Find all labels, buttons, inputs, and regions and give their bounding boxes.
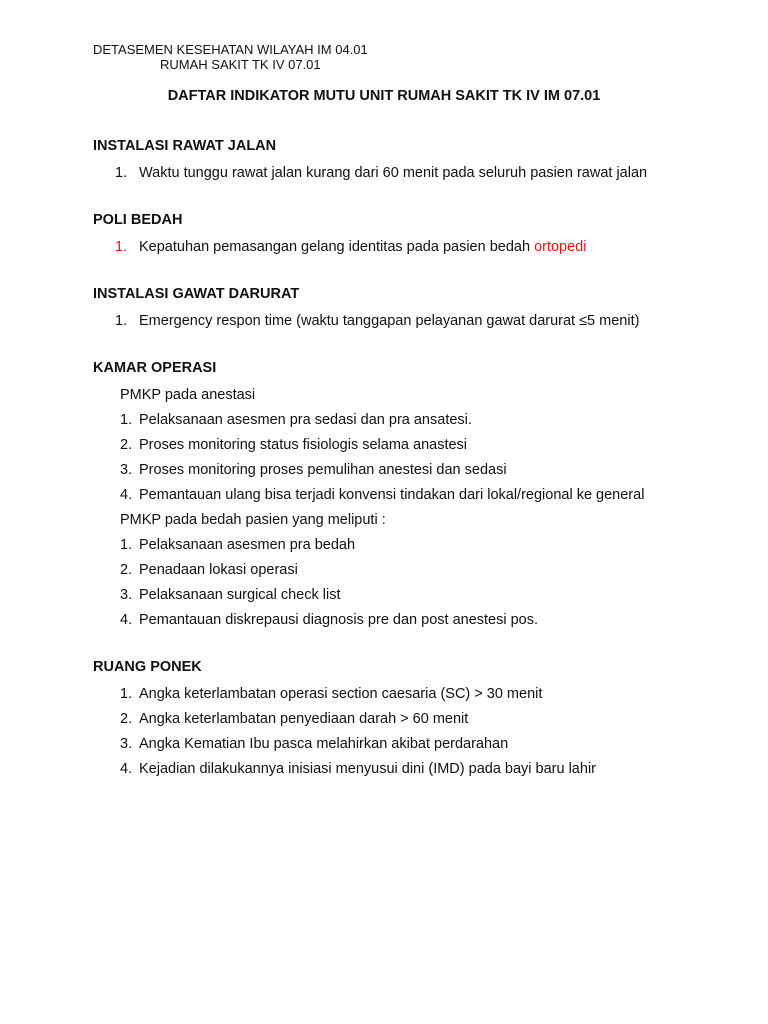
item-number: 1. (120, 412, 133, 428)
letterhead-line-2: RUMAH SAKIT TK IV 07.01 (160, 57, 321, 72)
item-text: Angka Kematian Ibu pasca melahirkan akibat perdarahan (139, 736, 509, 752)
item-number: 1. (120, 686, 133, 702)
list-item (93, 408, 675, 433)
section-heading: POLI BEDAH (93, 212, 183, 228)
list-item (93, 433, 675, 458)
section-poli-bedah (93, 210, 675, 260)
item-number: 1. (120, 537, 133, 553)
item-text: Proses monitoring status fisiologis selama anastesi (139, 437, 468, 453)
item-text: Angka keterlambatan operasi section caesaria (SC) > 30 menit (139, 686, 543, 702)
section-heading: INSTALASI GAWAT DARURAT (93, 286, 300, 302)
item-number: 4. (120, 487, 133, 503)
item-number: 1. (115, 239, 128, 255)
list-item (93, 458, 675, 483)
document-body (93, 136, 675, 806)
list-item (93, 558, 675, 583)
item-text: Pelaksanaan surgical check list (139, 587, 341, 603)
item-number: 1. (115, 165, 128, 181)
item-number: 1. (115, 313, 128, 329)
group-label: PMKP pada anestasi (120, 387, 256, 403)
list-item (93, 161, 675, 186)
list-item (93, 235, 675, 260)
item-text: Pemantauan ulang bisa terjadi konvensi tindakan dari lokal/regional ke general (139, 487, 645, 503)
document-title: DAFTAR INDIKATOR MUTU UNIT RUMAH SAKIT TK IV IM 07.01 (167, 88, 601, 104)
item-text: Pelaksanaan asesmen pra bedah (139, 537, 356, 553)
item-number: 3. (120, 587, 133, 603)
item-text: Pelaksanaan asesmen pra sedasi dan pra ansatesi. (139, 412, 472, 428)
section-heading: INSTALASI RAWAT JALAN (93, 138, 277, 154)
item-number: 2. (120, 437, 133, 453)
section-heading: RUANG PONEK (93, 659, 202, 675)
item-text: Pemantauan diskrepausi diagnosis pre dan post anestesi pos. (139, 612, 539, 628)
item-text: Penadaan lokasi operasi (139, 562, 298, 578)
letterhead-line-1: DETASEMEN KESEHATAN WILAYAH IM 04.01 (93, 42, 368, 57)
list-item (93, 583, 675, 608)
item-text: Emergency respon time (waktu tanggapan pelayanan gawat darurat ≤5 menit) (139, 313, 640, 329)
section-kamar-operasi (93, 358, 675, 633)
item-text: Kejadian dilakukannya inisiasi menyusui dini (IMD) pada bayi baru lahir (139, 761, 596, 777)
list-item (93, 682, 675, 707)
item-text: Proses monitoring proses pemulihan anestesi dan sedasi (139, 462, 507, 478)
list-item (93, 732, 675, 757)
section-rawat-jalan (93, 136, 675, 186)
item-number: 2. (120, 711, 133, 727)
letterhead (93, 42, 368, 72)
section-heading: KAMAR OPERASI (93, 360, 217, 376)
item-text (139, 235, 675, 260)
section-gawat-darurat (93, 284, 675, 334)
highlighted-word: ortopedi (534, 239, 587, 255)
item-number: 4. (120, 761, 133, 777)
list-item (93, 309, 675, 334)
item-text: Angka keterlambatan penyediaan darah > 60 menit (139, 711, 469, 727)
list-item (93, 608, 675, 633)
item-number: 3. (120, 736, 133, 752)
list-item (93, 707, 675, 732)
list-item (93, 533, 675, 558)
item-text-main: Kepatuhan pemasangan gelang identitas pada pasien bedah (139, 239, 535, 255)
list-item (93, 483, 675, 508)
group-label: PMKP pada bedah pasien yang meliputi : (120, 512, 386, 528)
section-ruang-ponek (93, 657, 675, 782)
item-text: Waktu tunggu rawat jalan kurang dari 60 menit pada seluruh pasien rawat jalan (139, 165, 648, 181)
item-number: 2. (120, 562, 133, 578)
list-item (93, 757, 675, 782)
item-number: 4. (120, 612, 133, 628)
item-number: 3. (120, 462, 133, 478)
